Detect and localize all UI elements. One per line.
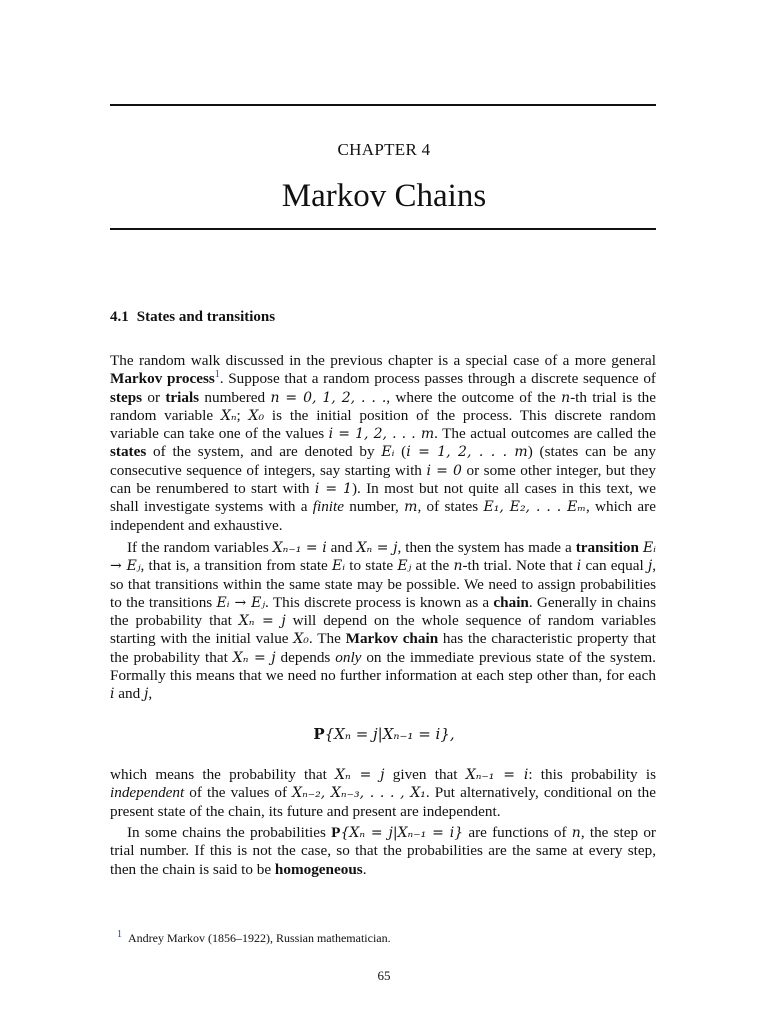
paragraph-3 bbox=[110, 766, 656, 821]
text: , where the outcome of the bbox=[386, 388, 562, 406]
math: Xₙ₋₂, Xₙ₋₃, . . . , X₁ bbox=[292, 785, 426, 802]
math: Xₙ bbox=[220, 407, 237, 424]
italic-term: only bbox=[335, 648, 362, 666]
equation-body: {Xₙ = j|Xₙ₋₁ = i}, bbox=[324, 725, 455, 743]
text: are functions of bbox=[463, 824, 572, 841]
math: Eⱼ bbox=[397, 558, 412, 575]
math: Eᵢ → Eⱼ bbox=[110, 540, 656, 575]
math: X₀ bbox=[248, 407, 265, 424]
math: i = 0 bbox=[426, 462, 462, 479]
math: Eᵢ → Eⱼ bbox=[216, 594, 266, 611]
text: ). In most but not quite all cases in this text, we shall investigate systems with a bbox=[110, 480, 657, 516]
section-title: States and transitions bbox=[136, 309, 276, 325]
text: , the step or trial number. If this is not the case, so that the probabilities are the same at every step, then the chain is said to be bbox=[110, 824, 656, 878]
math: j bbox=[647, 558, 653, 575]
math: X₀ bbox=[293, 631, 309, 648]
footnote-marker[interactable]: 1 bbox=[214, 369, 220, 381]
probability-symbol: P bbox=[313, 725, 325, 743]
bottom-rule bbox=[110, 228, 656, 230]
bold-term: homogeneous bbox=[274, 860, 363, 878]
math: Xₙ₋₁ = i bbox=[272, 540, 327, 556]
text: and bbox=[114, 685, 145, 703]
text: . bbox=[362, 860, 367, 878]
math: i bbox=[110, 686, 115, 703]
math: E₁, E₂, . . . Eₘ bbox=[483, 499, 586, 516]
math: Xₙ = j bbox=[335, 767, 385, 783]
italic-term: finite bbox=[312, 498, 344, 516]
math: i = 1, 2, . . . m bbox=[406, 444, 528, 461]
text: -th trial. Note that bbox=[462, 557, 577, 575]
paragraph-4 bbox=[110, 824, 656, 879]
text: or some other integer, but they can be renumbered to start with bbox=[110, 461, 657, 498]
page-number: 65 bbox=[377, 968, 391, 983]
text: . Put alternatively, conditional on the present state of the chain, its future and present are independent. bbox=[110, 784, 656, 820]
text: has the characteristic property that the probability that bbox=[110, 630, 656, 666]
text: In some chains the probabilities bbox=[127, 824, 332, 841]
text: will depend on the whole sequence of random variables starting with the initial value bbox=[110, 612, 656, 648]
text: ; bbox=[236, 406, 249, 424]
probability-symbol: P bbox=[331, 824, 341, 841]
footnote-text: Andrey Markov (1856–1922), Russian mathematician. bbox=[128, 931, 391, 945]
text: The random walk discussed in the previous chapter is a special case of a more general bbox=[110, 352, 656, 369]
text: . Generally in chains the probability that bbox=[110, 593, 656, 630]
paragraph-2 bbox=[110, 539, 656, 704]
bold-term: chain bbox=[493, 593, 529, 611]
text: , which are independent and exhaustive. bbox=[110, 498, 656, 534]
bold-term: trials bbox=[165, 388, 200, 406]
italic-term: independent bbox=[110, 784, 185, 802]
math: {Xₙ = j|Xₙ₋₁ = i} bbox=[340, 825, 464, 841]
text: , bbox=[148, 685, 153, 703]
math: n = 0, 1, 2, . . . bbox=[270, 389, 387, 406]
text: or bbox=[142, 388, 166, 406]
text: ( bbox=[394, 443, 407, 461]
text: . Suppose that a random process passes through a discrete sequence of bbox=[219, 370, 656, 388]
text: , of states bbox=[417, 498, 484, 516]
math: Xₙ = j bbox=[232, 649, 276, 666]
text: to state bbox=[345, 557, 398, 575]
text: is the initial position of the process. This discrete random variable can take one of the values bbox=[110, 406, 656, 443]
bold-term: states bbox=[110, 443, 147, 461]
text: , so that transitions within the same state may be possible. We need to assign probabilities to the transitions bbox=[110, 557, 657, 611]
text: given that bbox=[384, 766, 466, 783]
math: n bbox=[571, 825, 581, 841]
text: . The bbox=[308, 630, 346, 648]
text: ) (states can be any consecutive sequence of integers, say starting with bbox=[110, 443, 656, 479]
math: m bbox=[404, 499, 418, 516]
chapter-title: Markov Chains bbox=[281, 178, 487, 214]
math: Eᵢ bbox=[381, 444, 395, 461]
text: If the random variables bbox=[127, 539, 273, 556]
text: depends bbox=[275, 648, 336, 666]
math: i = 1, 2, . . . m bbox=[328, 426, 435, 443]
text: which means the probability that bbox=[110, 766, 336, 783]
math: Xₙ₋₁ = i bbox=[465, 767, 529, 783]
section-heading bbox=[110, 309, 275, 326]
math: n bbox=[561, 389, 571, 406]
bold-term: transition bbox=[575, 539, 639, 556]
math: i bbox=[576, 558, 582, 575]
chapter-label: CHAPTER 4 bbox=[337, 140, 431, 159]
text: . The actual outcomes are called the bbox=[434, 425, 656, 443]
math: n bbox=[453, 558, 463, 575]
text: of the values of bbox=[184, 784, 293, 802]
bold-term: steps bbox=[110, 388, 143, 406]
text: , then the system has made a bbox=[397, 539, 576, 556]
text: . This discrete process is known as a bbox=[265, 593, 494, 611]
footnote bbox=[117, 931, 391, 946]
math: Xₙ = j bbox=[356, 540, 398, 556]
math: Xₙ = j bbox=[238, 613, 286, 630]
text: number, bbox=[343, 498, 405, 516]
text: can equal bbox=[581, 557, 648, 575]
text: : this probability is bbox=[528, 766, 656, 783]
section-number: 4.1 bbox=[110, 309, 129, 325]
math: Eᵢ bbox=[332, 558, 346, 575]
text: and bbox=[326, 539, 357, 556]
text: numbered bbox=[199, 388, 271, 406]
text: , that is, a transition from state bbox=[140, 557, 333, 575]
text: of the system, and are denoted by bbox=[146, 443, 382, 461]
paragraph-1 bbox=[110, 352, 656, 535]
bold-term: Markov process bbox=[110, 370, 215, 388]
top-rule bbox=[110, 104, 656, 106]
text: -th trial is the random variable bbox=[110, 388, 657, 424]
bold-term: Markov chain bbox=[345, 630, 439, 648]
math: j bbox=[144, 686, 149, 703]
footnote-number: 1 bbox=[117, 929, 122, 940]
display-equation bbox=[0, 725, 768, 743]
text: at the bbox=[411, 557, 454, 575]
text: on the immediate previous state of the system. Formally this means that we need no further information at each step other than, for each bbox=[110, 648, 656, 685]
math: i = 1 bbox=[314, 481, 352, 498]
